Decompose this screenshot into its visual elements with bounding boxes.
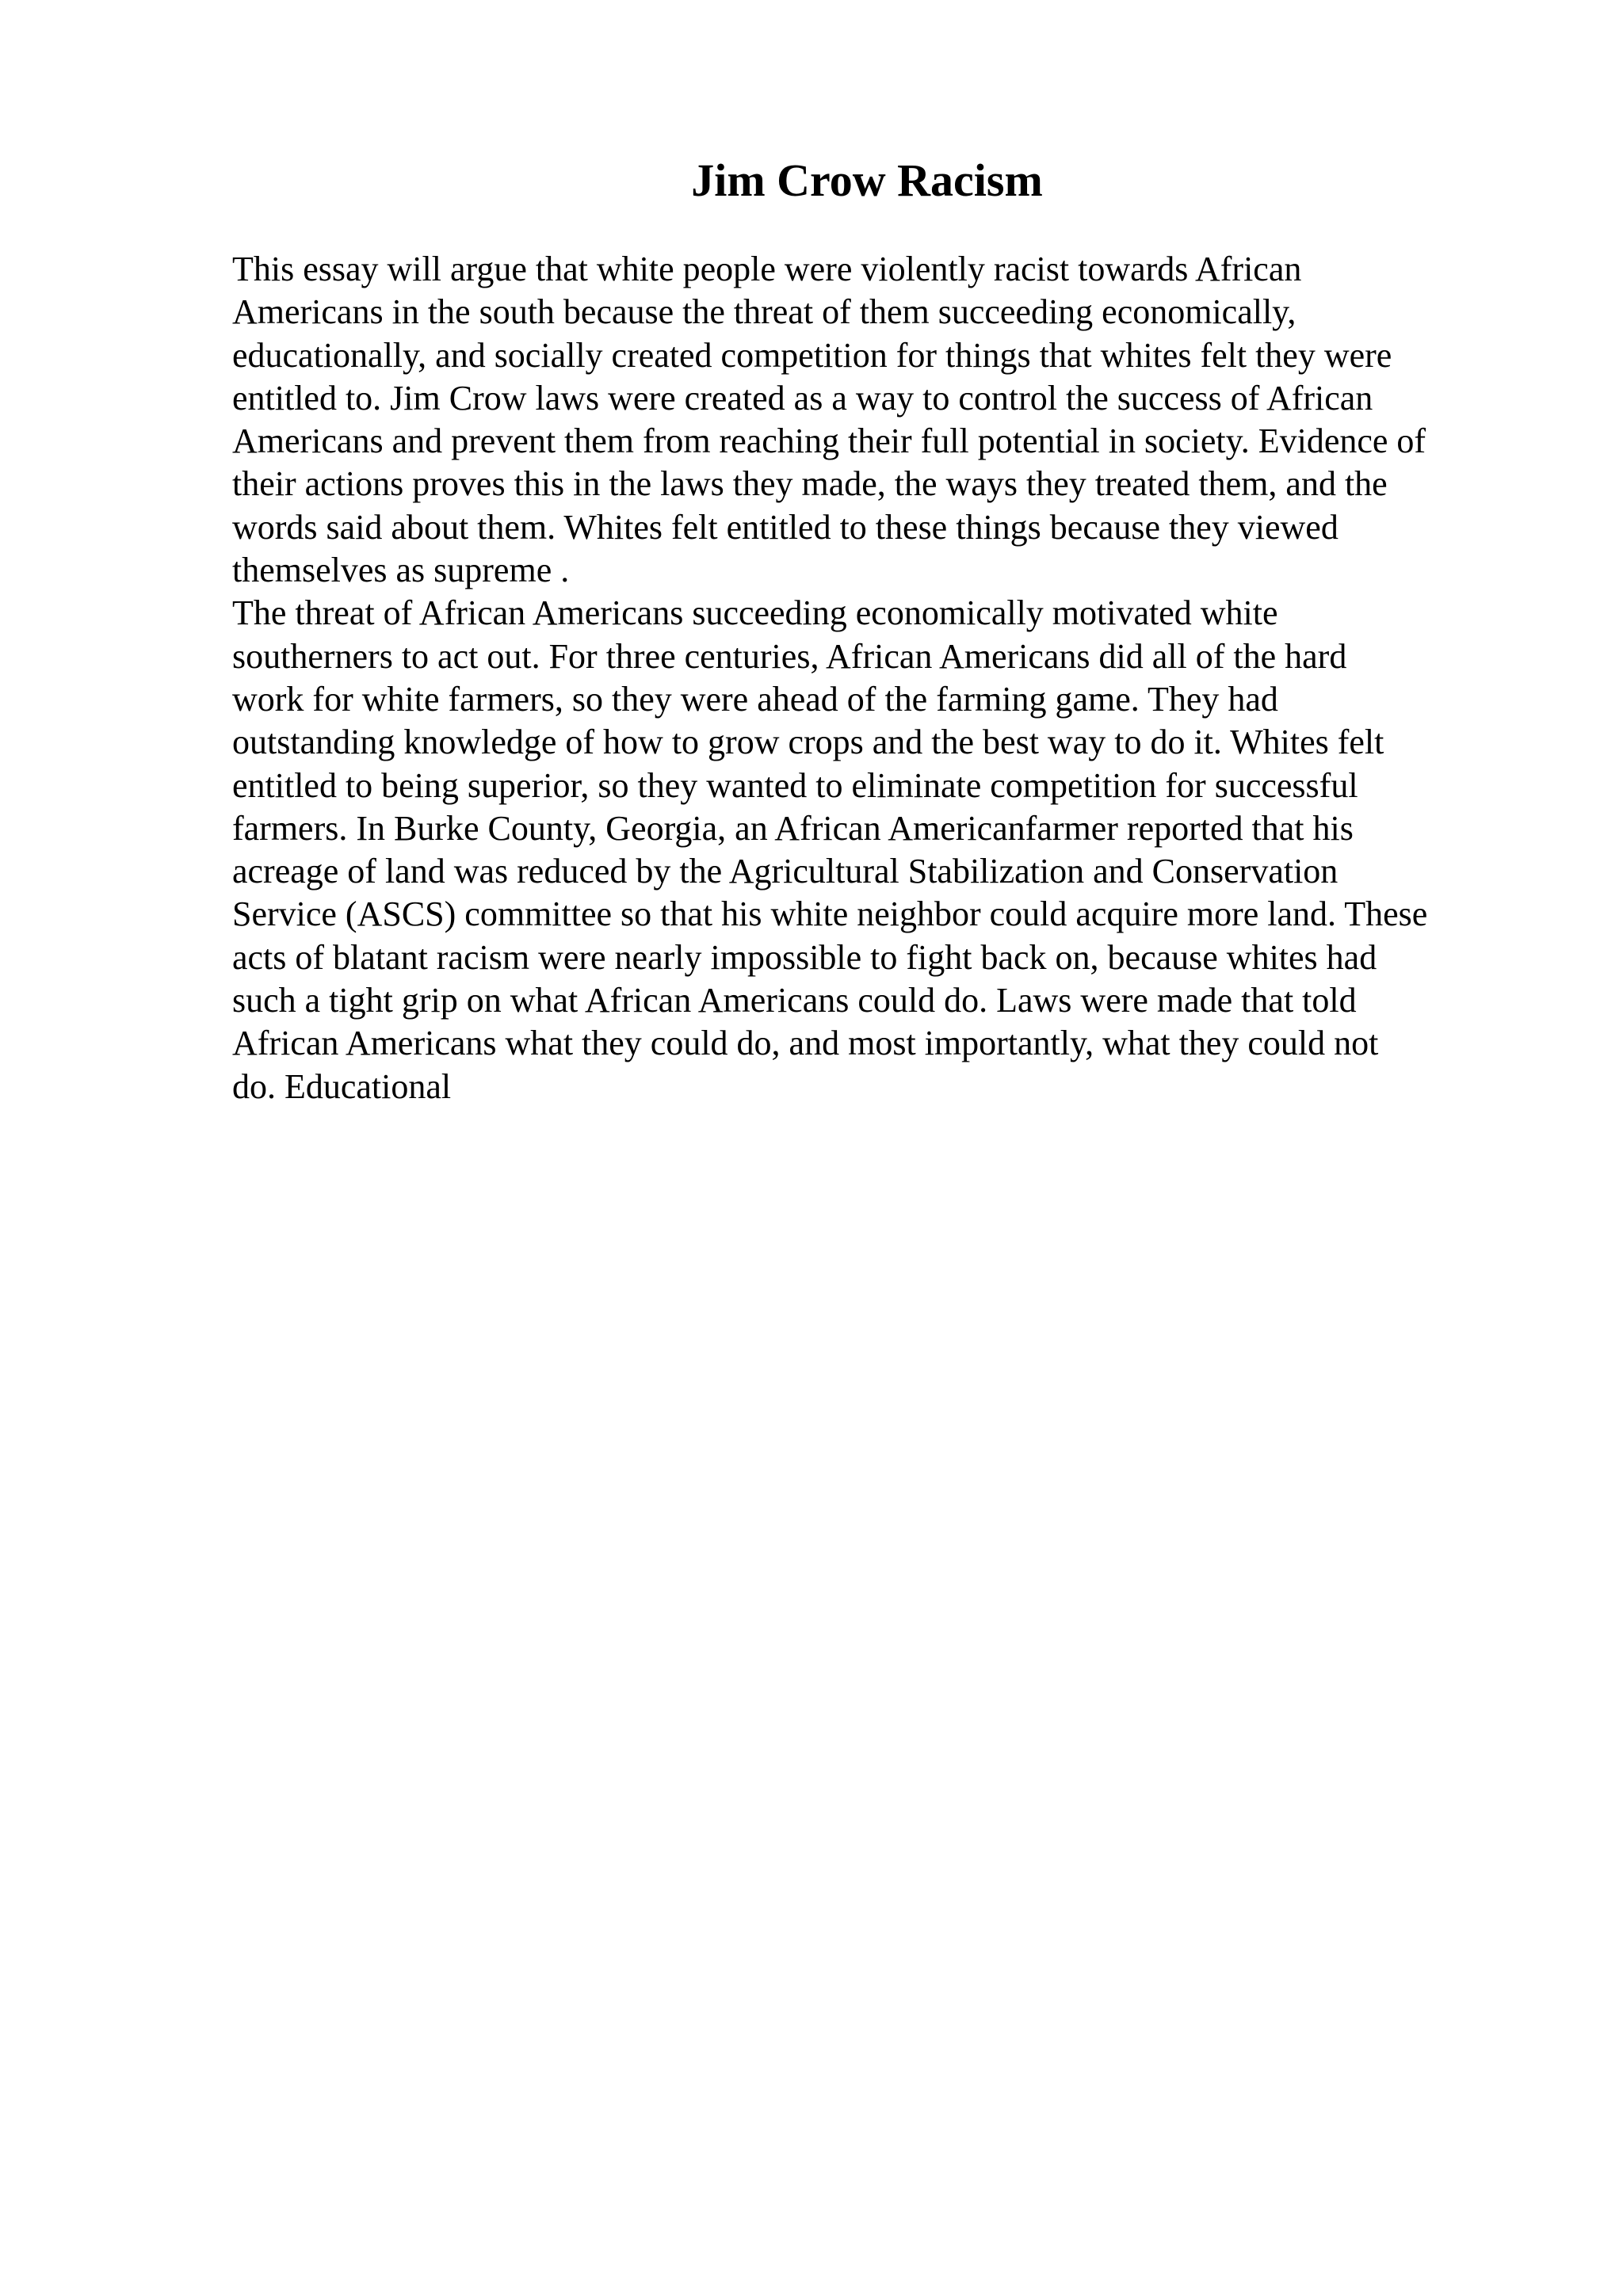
text-line: The threat of African Americans succeeding economically motivated white — [232, 593, 1278, 633]
text-line: entitled to being superior, so they wanted to eliminate competition for successful — [232, 765, 1358, 805]
text-line: acreage of land was reduced by the Agricultural Stabilization and Conservation — [232, 852, 1338, 891]
text-line: work for white farmers, so they were ahead of the farming game. They had — [232, 679, 1278, 719]
text-line: Service (ASCS) committee so that his white neighbor could acquire more land. These — [232, 894, 1428, 934]
text-line: acts of blatant racism were nearly impossible to fight back on, because whites had — [232, 937, 1377, 977]
text-line: This essay will argue that white people were violently racist towards African — [232, 250, 1302, 288]
text-line: southerners to act out. For three centuries, African Americans did all of the hard — [232, 636, 1347, 676]
text-line: Americans in the south because the threat of them succeeding economically, — [232, 292, 1296, 332]
text-line: educationally, and socially created competition for things that whites felt they were — [232, 335, 1392, 375]
text-line: themselves as supreme . — [232, 551, 570, 590]
text-line: do. Educational — [232, 1066, 452, 1106]
text-line: their actions proves this in the laws they made, the ways they treated them, and the — [232, 464, 1388, 504]
text-line: entitled to. Jim Crow laws were created as a way to control the success of African — [232, 378, 1373, 418]
text-line: outstanding knowledge of how to grow crops and the best way to do it. Whites felt — [232, 723, 1384, 762]
text-line: African Americans what they could do, and most importantly, what they could not — [232, 1024, 1379, 1063]
text-line: such a tight grip on what African Americans could do. Laws were made that told — [232, 981, 1357, 1020]
text-line: words said about them. Whites felt entitled to these things because they viewed — [232, 507, 1338, 547]
text-line: Americans and prevent them from reaching their full potential in society. Evidence of — [232, 421, 1426, 461]
essay-body — [232, 248, 1516, 1108]
text-line: farmers. In Burke County, Georgia, an African Americanfarmer reported that his — [232, 808, 1354, 848]
document-title: Jim Crow Racism — [691, 154, 1043, 206]
